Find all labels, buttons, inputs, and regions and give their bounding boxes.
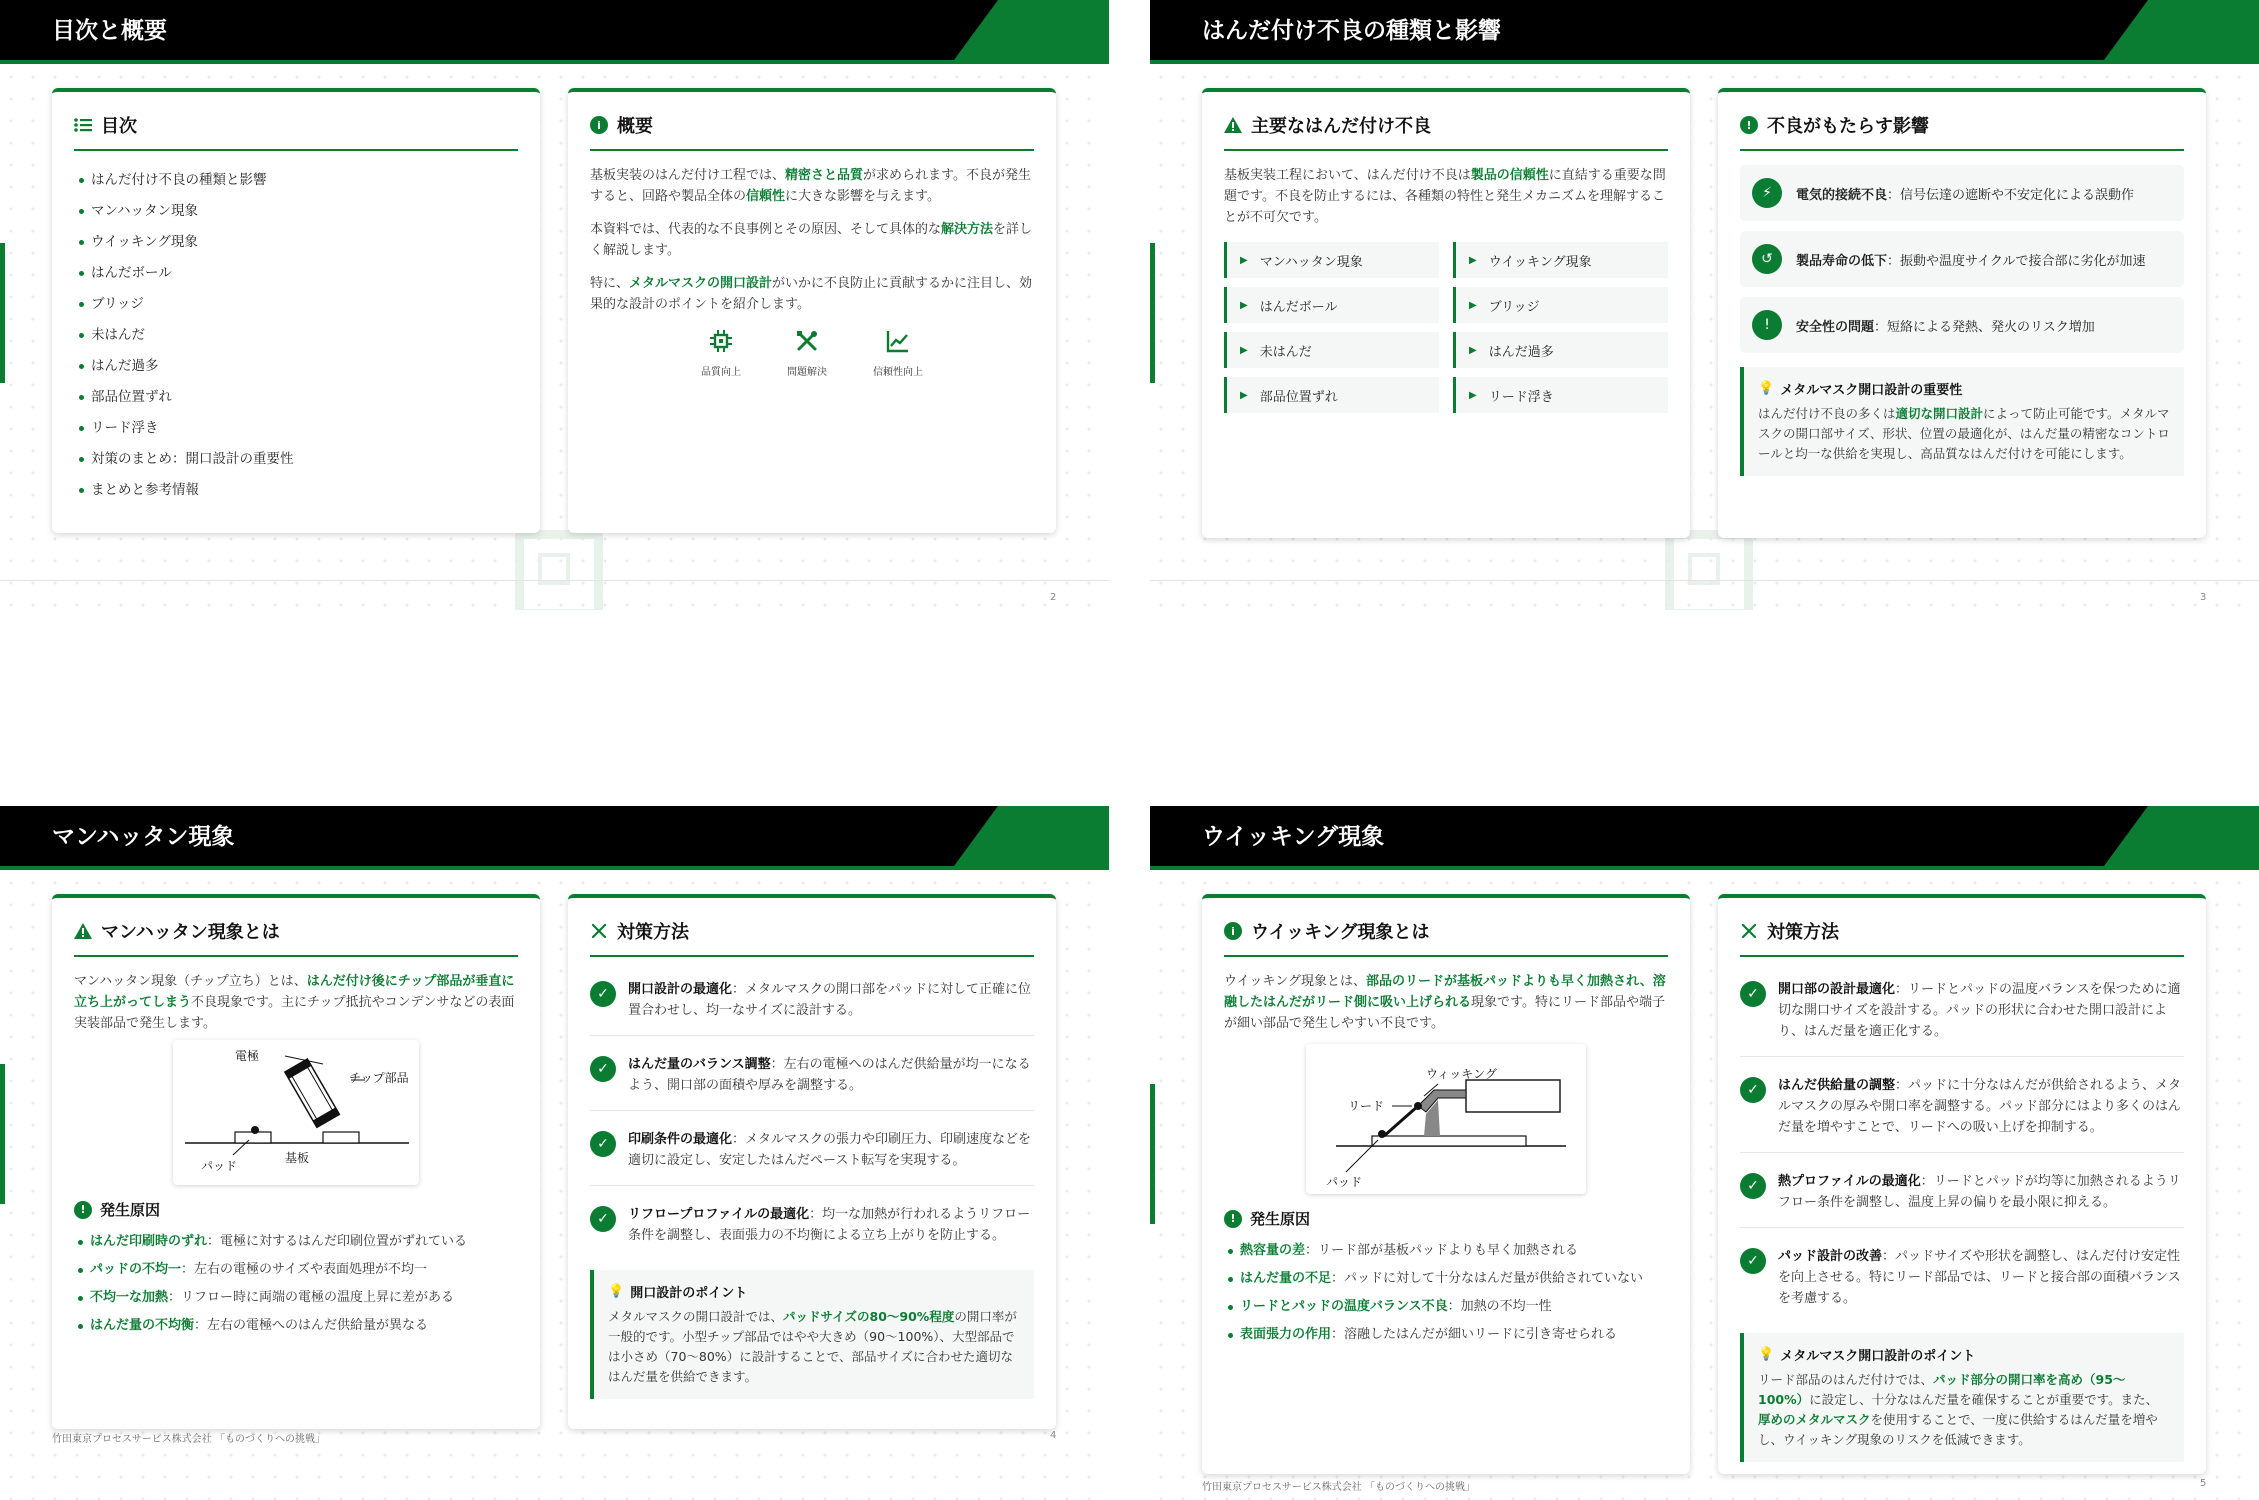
measure-item	[1740, 1067, 2184, 1153]
toc-card	[52, 88, 540, 533]
check-icon: ✓	[1740, 1077, 1766, 1103]
caret-right-icon: ▶	[1469, 254, 1477, 266]
label-pad: パッド	[1326, 1175, 1363, 1189]
header-accent	[954, 806, 1109, 866]
measure-text: ：リードとパッドの温度バランスを保つために適切な開口サイズを設計する。パッドの形状に合わせた開口設計により、はんだ量を適正化する。	[1778, 982, 2181, 1039]
text: 現象です。特にリード部品や端子が細い部品で発生しやすい不良です。	[1224, 995, 1665, 1031]
toc-item[interactable]: リード浮き	[74, 413, 518, 444]
exclamation-icon: !	[1224, 1210, 1242, 1228]
company-footer: 竹田東京プロセスサービス株式会社 「ものづくりへの挑戦」	[1202, 1482, 1475, 1493]
header-accent	[2104, 806, 2259, 866]
measure-item	[590, 1121, 1034, 1186]
highlight: 製品の信頼性	[1470, 168, 1549, 183]
solution-item	[787, 329, 827, 378]
footer-line	[0, 580, 1109, 581]
toc-list	[74, 165, 518, 506]
measure-text: ：パッドサイズや形状を調整し、はんだ付け安定性を向上させる。特にリード部品では、リードと接合部の面積バランスを考慮する。	[1778, 1249, 2181, 1306]
check-icon: ✓	[590, 981, 616, 1007]
cause-item	[1224, 1321, 1668, 1349]
cause-list	[74, 1228, 518, 1340]
cause-item	[74, 1284, 518, 1312]
icon-label: 品質向上	[701, 367, 741, 378]
manhattan-diagram-svg	[173, 1040, 419, 1185]
defect-item[interactable]	[1224, 377, 1439, 413]
impact-label: 安全性の問題	[1796, 319, 1875, 335]
defect-item[interactable]	[1453, 332, 1668, 368]
wicking-diagram	[1306, 1044, 1586, 1194]
defect-types-card	[1202, 88, 1690, 538]
slide-manhattan	[0, 806, 1109, 1500]
overview-icon-row	[590, 329, 1034, 378]
measure-text: ：リードとパッドが均等に加熱されるようリフロー条件を調整し、温度上昇の偏りを最小限に抑える。	[1778, 1174, 2181, 1210]
measures-title-row	[590, 918, 1034, 957]
tools-icon	[590, 922, 608, 940]
toc-item[interactable]: 対策のまとめ：開口設計の重要性	[74, 444, 518, 475]
overview-paragraph	[590, 273, 1034, 315]
bolt-icon: ⚡	[1752, 178, 1782, 208]
cause-item	[74, 1228, 518, 1256]
edge-marker	[0, 1064, 5, 1204]
edge-marker	[0, 243, 5, 383]
slide-header	[1150, 806, 2259, 866]
measure-item	[590, 971, 1034, 1036]
measure-text: ：メタルマスクの張力や印刷圧力、印刷速度などを適切に設定し、安定したはんだペースト転写を実現する。	[628, 1132, 1032, 1168]
impact-text: ：振動や温度サイクルで接合部に劣化が加速	[1887, 253, 2146, 269]
overview-card-title	[590, 112, 1034, 151]
text: マンハッタン現象（チップ立ち）とは、	[74, 974, 307, 989]
label-board: 基板	[285, 1151, 310, 1165]
label-chip: チップ部品	[349, 1071, 409, 1085]
wicking-card	[1202, 894, 1690, 1474]
highlight: 解決方法	[941, 222, 994, 237]
measure-item	[590, 1046, 1034, 1111]
cause-item	[74, 1312, 518, 1340]
header-accent	[954, 0, 1109, 60]
cause-text: ：左右の電極のサイズや表面処理が不均一	[181, 1262, 427, 1277]
cause-title: 発生原因	[100, 1201, 161, 1219]
slide-header	[0, 806, 1109, 866]
info-icon: i	[1224, 922, 1242, 940]
cause-title-row	[74, 1199, 518, 1220]
check-icon: ✓	[1740, 1173, 1766, 1199]
text: の開口率が一般的です。小型チップ部品ではやや大きめ（90〜100%）、大型部品では小さめ（70〜80%）に設計することで、部品サイズに合わせた適切なはんだ量を供給できます。	[608, 1309, 1017, 1384]
slide-title: ウイッキング現象	[1202, 824, 1385, 850]
manhattan-diagram	[173, 1040, 419, 1185]
header-accent	[2104, 0, 2259, 60]
caret-right-icon: ▶	[1469, 389, 1477, 401]
lightbulb-icon: 💡	[1758, 381, 1775, 396]
toc-item[interactable]: 未はんだ	[74, 320, 518, 351]
measure-text: ：パッドに十分なはんだが供給されるよう、メタルマスクの厚みや開口率を調整する。パッド部分にはより多くのはんだ量を増やすことで、リードへの吸い上げを抑制する。	[1778, 1078, 2182, 1135]
text: に設定し、十分なはんだ量を確保することが重要です。また、	[1809, 1392, 2159, 1407]
toc-item[interactable]: 部品位置ずれ	[74, 382, 518, 413]
chip-watermark-icon	[515, 530, 603, 610]
text: 基板実装工程において、はんだ付け不良は	[1224, 168, 1471, 183]
icon-label: 問題解決	[787, 367, 827, 378]
toc-item[interactable]: はんだ付け不良の種類と影響	[74, 165, 518, 196]
defect-label: マンハッタン現象	[1259, 254, 1363, 270]
warning-icon	[1224, 117, 1242, 133]
toc-item[interactable]: まとめと参考情報	[74, 475, 518, 506]
cause-text: ：パッドに対して十分なはんだ量が供給されていない	[1331, 1271, 1644, 1286]
impact-title-row	[1740, 112, 2184, 151]
impact-label: 電気的接続不良	[1796, 187, 1888, 203]
slide-title: マンハッタン現象	[52, 824, 235, 850]
cause-text: ：電極に対するはんだ印刷位置がずれている	[207, 1234, 468, 1249]
slide-header	[1150, 0, 2259, 60]
cause-text: ：溶融したはんだが細いリードに引き寄せられる	[1331, 1327, 1618, 1342]
text: 特に、	[590, 276, 630, 291]
cause-item	[1224, 1237, 1668, 1265]
toc-item[interactable]: マンハッタン現象	[74, 196, 518, 227]
text: 基板実装のはんだ付け工程では、	[590, 168, 786, 183]
measures-title-row	[1740, 918, 2184, 957]
measure-text: ：メタルマスクの開口部をパッドに対して正確に位置合わせし、均一なサイズに設計する。	[628, 982, 1032, 1018]
slide-toc-overview	[0, 0, 1109, 610]
wicking-paragraph	[1224, 971, 1668, 1034]
defect-types-paragraph	[1224, 165, 1668, 228]
cause-label: パッドの不均一	[90, 1262, 182, 1277]
overview-card	[568, 88, 1056, 533]
reliability-item	[873, 329, 923, 378]
measure-text: ：均一な加熱が行われるようリフロー条件を調整し、表面張力の不均衡による立ち上がりを防止する。	[628, 1207, 1031, 1243]
cause-item	[1224, 1293, 1668, 1321]
defect-label: ブリッジ	[1488, 299, 1540, 315]
slide-title: はんだ付け不良の種類と影響	[1202, 18, 1501, 44]
header-underline	[1150, 60, 2259, 64]
key-point-title: 開口設計のポイント	[630, 1286, 748, 1301]
measures-title: 対策方法	[1767, 922, 1839, 943]
defect-types-title-row	[1224, 112, 1668, 151]
key-point-title: メタルマスク開口設計のポイント	[1780, 1349, 1976, 1364]
key-point-title-row	[608, 1282, 1020, 1301]
check-icon: ✓	[590, 1206, 616, 1232]
wicking-title-row	[1224, 918, 1668, 957]
toc-item[interactable]: ブリッジ	[74, 289, 518, 320]
label-wicking: ウィッキング	[1426, 1067, 1497, 1081]
measures-card	[568, 894, 1056, 1429]
label-lead: リード	[1348, 1099, 1385, 1113]
toc-item[interactable]: はんだボール	[74, 258, 518, 289]
toc-item[interactable]: ウイッキング現象	[74, 227, 518, 258]
measure-label: はんだ供給量の調整	[1778, 1078, 1896, 1093]
label-pad: パッド	[201, 1159, 238, 1173]
overview-paragraph	[590, 165, 1034, 207]
impact-text: ：短絡による発熱、発火のリスク増加	[1874, 319, 2095, 335]
text: リード部品のはんだ付けでは、	[1758, 1372, 1934, 1387]
label-electrode: 電極	[235, 1049, 260, 1063]
list-icon	[74, 117, 92, 133]
defect-label: リード浮き	[1488, 389, 1554, 405]
defect-label: ウイッキング現象	[1488, 254, 1592, 270]
toc-item[interactable]: はんだ過多	[74, 351, 518, 382]
defect-item[interactable]	[1224, 287, 1439, 323]
overview-paragraph	[590, 219, 1034, 261]
defect-label: はんだ過多	[1488, 344, 1554, 360]
check-icon: ✓	[590, 1131, 616, 1157]
measure-label: 熱プロファイルの最適化	[1778, 1174, 1921, 1189]
text: によって防止可能です。メタルマスクの開口部サイズ、形状、位置の最適化が、はんだ量の精密なコントロールと均一な供給を実現し、高品質なはんだ付けを可能にします。	[1758, 406, 2170, 461]
measure-label: 開口設計の最適化	[628, 982, 733, 997]
cause-label: はんだ印刷時のずれ	[90, 1234, 208, 1249]
defect-item[interactable]	[1453, 377, 1668, 413]
microchip-icon	[709, 329, 733, 356]
key-point-box	[590, 1270, 1034, 1399]
text: を使用することで、一度に供給するはんだ量を増やし、ウイッキング現象のリスクを低減できます。	[1758, 1412, 2158, 1447]
highlight: はんだ付け後にチップ部品が垂直に立ち上がってしまう	[74, 974, 515, 1010]
caret-right-icon: ▶	[1469, 344, 1477, 356]
tools-icon	[795, 329, 819, 356]
caret-right-icon: ▶	[1240, 344, 1248, 356]
toc-card-title	[74, 112, 518, 151]
key-point-text	[608, 1307, 1020, 1387]
manhattan-title-row	[74, 918, 518, 957]
measure-item	[1740, 1238, 2184, 1323]
check-icon: ✓	[1740, 1248, 1766, 1274]
header-underline	[0, 60, 1109, 64]
key-point-title: メタルマスク開口設計の重要性	[1780, 383, 1963, 398]
manhattan-card	[52, 894, 540, 1429]
measure-label: 印刷条件の最適化	[628, 1132, 733, 1147]
impact-label: 製品寿命の低下	[1796, 253, 1888, 269]
check-icon: ✓	[590, 1056, 616, 1082]
measure-label: パッド設計の改善	[1778, 1249, 1883, 1264]
text: を詳しく解説します。	[590, 222, 1033, 258]
footer-line	[1150, 580, 2259, 581]
defect-label: はんだボール	[1259, 299, 1338, 315]
caret-right-icon: ▶	[1469, 299, 1477, 311]
measure-label: はんだ量のバランス調整	[628, 1057, 771, 1072]
impact-item	[1740, 165, 2184, 221]
chart-line-icon	[886, 329, 910, 356]
icon-label: 信頼性向上	[873, 367, 923, 378]
cause-label: はんだ量の不均衡	[90, 1318, 195, 1333]
measure-text: ：左右の電極へのはんだ供給量が均一になるよう、開口部の面積や厚みを調整する。	[628, 1057, 1031, 1093]
cause-item	[74, 1256, 518, 1284]
highlight: メタルマスクの開口設計	[629, 276, 773, 291]
page-number: 3	[2200, 592, 2207, 603]
text: メタルマスクの開口設計では、	[608, 1309, 784, 1324]
defect-grid	[1224, 242, 1668, 413]
caret-right-icon: ▶	[1240, 299, 1248, 311]
text: が求められます。不良が発生すると、回路や製品全体の	[590, 168, 1031, 204]
defect-item[interactable]	[1224, 242, 1439, 278]
cause-label: 不均一な加熱	[90, 1290, 169, 1305]
cause-label: 表面張力の作用	[1240, 1327, 1332, 1342]
caret-right-icon: ▶	[1240, 389, 1248, 401]
lightbulb-icon: 💡	[608, 1284, 625, 1299]
key-point-text	[1758, 404, 2170, 464]
check-icon: ✓	[1740, 981, 1766, 1007]
highlight: パッドサイズの80〜90%程度	[783, 1309, 955, 1324]
exclamation-icon: !	[1740, 116, 1758, 134]
text: に直結する重要な問題です。不良を防止するには、各種類の特性と発生メカニズムを理解することが不可欠です。	[1224, 168, 1666, 225]
text: がいかに不良防止に貢献するかに注目し、効果的な設計のポイントを紹介します。	[590, 276, 1033, 312]
alert-icon: !	[1752, 310, 1782, 340]
page-number: 5	[2200, 1478, 2207, 1489]
text: 本資料では、代表的な不良事例とその原因、そして具体的な	[590, 222, 942, 237]
impact-item	[1740, 231, 2184, 287]
cause-text: ：加熱の不均一性	[1447, 1299, 1552, 1314]
slide-defect-types	[1150, 0, 2259, 610]
text: 不良現象です。主にチップ抵抗やコンデンサなどの表面実装部品で発生します。	[74, 995, 515, 1031]
cause-text: ：左右の電極へのはんだ供給量が異なる	[194, 1318, 429, 1333]
defect-label: 未はんだ	[1259, 344, 1312, 360]
warning-icon	[74, 923, 92, 939]
defect-types-title: 主要なはんだ付け不良	[1251, 116, 1431, 137]
key-point-box	[1740, 367, 2184, 476]
text: ウイッキング現象とは、	[1224, 974, 1366, 989]
overview-title: 概要	[617, 116, 653, 137]
measures-title: 対策方法	[617, 922, 689, 943]
impact-title: 不良がもたらす影響	[1767, 116, 1929, 137]
highlight: 精密さと品質	[785, 168, 864, 183]
highlight: 部品のリードが基板パッドよりも早く加熱され、溶融したはんだがリード側に吸い上げられる	[1224, 974, 1666, 1010]
chip-watermark-icon	[1665, 530, 1753, 610]
impact-item	[1740, 297, 2184, 353]
cause-label: 熱容量の差	[1240, 1243, 1306, 1258]
wicking-title: ウイッキング現象とは	[1251, 922, 1430, 943]
measure-label: 開口部の設計最適化	[1778, 982, 1896, 997]
lightbulb-icon: 💡	[1758, 1347, 1775, 1362]
header-underline	[0, 866, 1109, 870]
cause-label: はんだ量の不足	[1240, 1271, 1332, 1286]
toc-title: 目次	[101, 116, 137, 137]
page-number: 2	[1050, 592, 1057, 603]
slide-wicking	[1150, 806, 2259, 1500]
impact-text: ：信号伝達の遮断や不安定化による誤動作	[1887, 187, 2135, 203]
edge-marker	[1150, 1084, 1155, 1224]
caret-right-icon: ▶	[1240, 254, 1248, 266]
key-point-box	[1740, 1333, 2184, 1462]
cause-title: 発生原因	[1250, 1210, 1311, 1228]
highlight: パッド部分の開口率を高め（95〜100%）	[1758, 1372, 2126, 1407]
measure-item	[1740, 1163, 2184, 1228]
cause-text: ：リフロー時に両端の電極の温度上昇に差がある	[168, 1290, 455, 1305]
cause-title-row	[1224, 1208, 1668, 1229]
cause-list	[1224, 1237, 1668, 1349]
impact-card	[1718, 88, 2206, 538]
quality-item	[701, 329, 741, 378]
defect-item[interactable]	[1453, 287, 1668, 323]
defect-label: 部品位置ずれ	[1259, 389, 1338, 405]
slide-title: 目次と概要	[52, 18, 167, 44]
manhattan-title: マンハッタン現象とは	[101, 922, 280, 943]
key-point-title-row	[1758, 1345, 2170, 1364]
cause-text: ：リード部が基板パッドよりも早く加熱される	[1305, 1243, 1579, 1258]
measures-card	[1718, 894, 2206, 1474]
manhattan-paragraph	[74, 971, 518, 1034]
company-footer: 竹田東京プロセスサービス株式会社 「ものづくりへの挑戦」	[52, 1434, 325, 1445]
edge-marker	[1150, 243, 1155, 383]
measure-item	[1740, 971, 2184, 1057]
measure-item	[590, 1196, 1034, 1260]
key-point-text	[1758, 1370, 2170, 1450]
text: はんだ付け不良の多くは	[1758, 406, 1896, 421]
highlight: 信頼性	[746, 189, 786, 204]
cause-item	[1224, 1265, 1668, 1293]
wicking-diagram-svg	[1306, 1044, 1586, 1194]
header-underline	[1150, 866, 2259, 870]
highlight: 適切な開口設計	[1895, 406, 1984, 421]
text: に大きな影響を与えます。	[785, 189, 940, 204]
tools-icon	[1740, 922, 1758, 940]
defect-item[interactable]	[1453, 242, 1668, 278]
measure-label: リフロープロファイルの最適化	[628, 1207, 810, 1222]
key-point-title-row	[1758, 379, 2170, 398]
slide-header	[0, 0, 1109, 60]
defect-item[interactable]	[1224, 332, 1439, 368]
page-number: 4	[1050, 1430, 1057, 1441]
history-icon: ↺	[1752, 244, 1782, 274]
exclamation-icon: !	[74, 1201, 92, 1219]
cause-label: リードとパッドの温度バランス不良	[1240, 1299, 1448, 1314]
info-icon: i	[590, 116, 608, 134]
highlight: 厚めのメタルマスク	[1758, 1412, 1871, 1427]
